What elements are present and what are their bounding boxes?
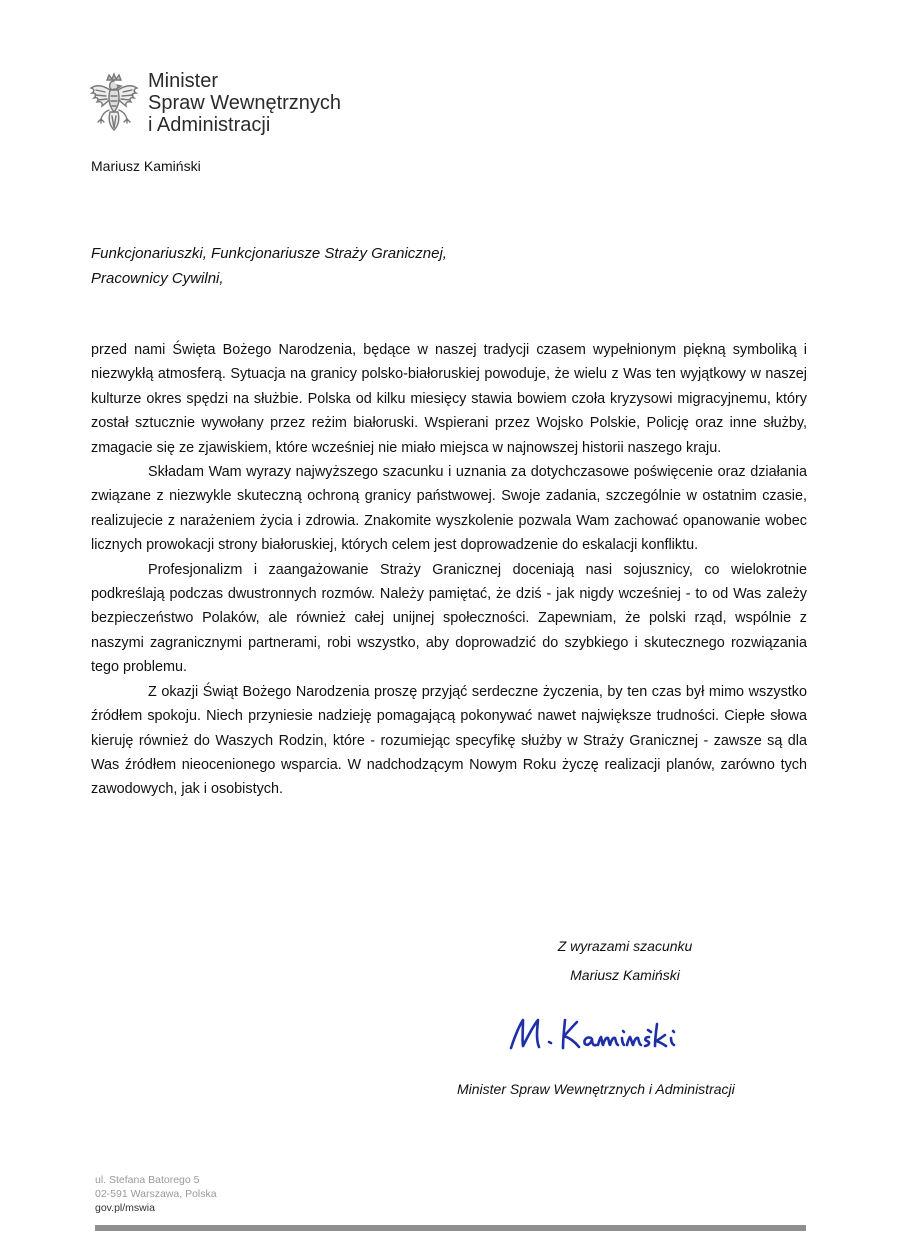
- polish-eagle-emblem-icon: [88, 72, 140, 136]
- author-name: Mariusz Kamiński: [91, 158, 201, 174]
- body-paragraph-4: Z okazji Świąt Bożego Narodzenia proszę przyjąć serdeczne życzenia, by ten czas był mimo wszystko źródłem spokoju. Niech przyniesie nadzieję pomagającą pokonywać nawet największe trudności. Ciepłe słowa kieruję również do Waszych Rodzin, które - rozumiejąc specyfikę służby w Straży Granicznej - zawsze są dla Was źródłem nieocenionego wsparcia. W nadchodzącym Nowym Roku życzę realizacji planów, zarówno tych zawodowych, jak i osobistych.: [91, 683, 807, 798]
- signatory-title: Minister Spraw Wewnętrznych i Administracji: [457, 1081, 735, 1097]
- ministry-name-line2: Spraw Wewnętrznych: [148, 92, 342, 114]
- body-paragraph-1: przed nami Święta Bożego Narodzenia, będące w naszej tradycji czasem wypełnionym piękną symboliką i niezwykłą atmosferą. Sytuacja na granicy polsko-białoruskiej powoduje, że wielu z Was ten wyjątkowy w naszej kulturze okres spędzi na służbie. Polska od kilku miesięcy stawia bowiem czoła kryzysowi migracyjnemu, który został sztucznie wywołany przez reżim białoruski. Wspierani przez Wojsko Polskie, Policję oraz inne służby, zmagacie się ze zjawiskiem, które wcześniej nie miało miejsca w najnowszej historii naszego kraju.: [91, 342, 807, 456]
- address-street: ul. Stefana Batorego 5: [95, 1174, 200, 1186]
- salutation-line2: Pracownicy Cywilni,: [91, 270, 224, 287]
- closing-name: Mariusz Kamiński: [570, 967, 680, 983]
- ministry-logo: [88, 70, 341, 136]
- letter-body: [91, 338, 807, 802]
- ministry-name-line3: i Administracji: [148, 114, 271, 136]
- body-paragraph-2: Składam Wam wyrazy najwyższego szacunku i uznania za dotychczasowe poświęcenie oraz działania związane z niezwykle skuteczną ochroną granicy państwowej. Swoje zadania, szczególnie w ostatnim czasie, realizujecie z narażeniem życia i zdrowia. Znakomite wyszkolenie pozwala Wam zachować opanowanie wobec licznych prowokacji strony białoruskiej, których celem jest doprowadzenie do eskalacji konfliktu.: [91, 464, 807, 554]
- handwritten-signature: [503, 1008, 723, 1058]
- closing-block: [510, 932, 740, 990]
- salutation: [91, 241, 447, 291]
- ministry-name: [148, 70, 341, 136]
- footer-divider-bar: [95, 1225, 806, 1231]
- website-link[interactable]: gov.pl/mswia: [95, 1202, 155, 1214]
- footer-address: [95, 1173, 217, 1215]
- body-paragraph-3: Profesjonalizm i zaangażowanie Straży Granicznej doceniają nasi sojusznicy, co wielokrotnie podkreślają podczas dwustronnych rozmów. Należy pamiętać, że dziś - jak nigdy wcześniej - to od Was zależy bezpieczeństwo Polaków, ale również całej unijnej społeczności. Zapewniam, że polski rząd, wspólnie z naszymi zagranicznymi partnerami, robi wszystko, aby doprowadzić do szybkiego i skutecznego rozwiązania tego problemu.: [91, 561, 807, 676]
- ministry-name-line1: Minister: [148, 70, 219, 92]
- salutation-line1: Funkcjonariuszki, Funkcjonariusze Straży Granicznej,: [91, 245, 447, 262]
- address-city: 02-591 Warszawa, Polska: [95, 1188, 217, 1200]
- closing-regards: Z wyrazami szacunku: [557, 938, 693, 954]
